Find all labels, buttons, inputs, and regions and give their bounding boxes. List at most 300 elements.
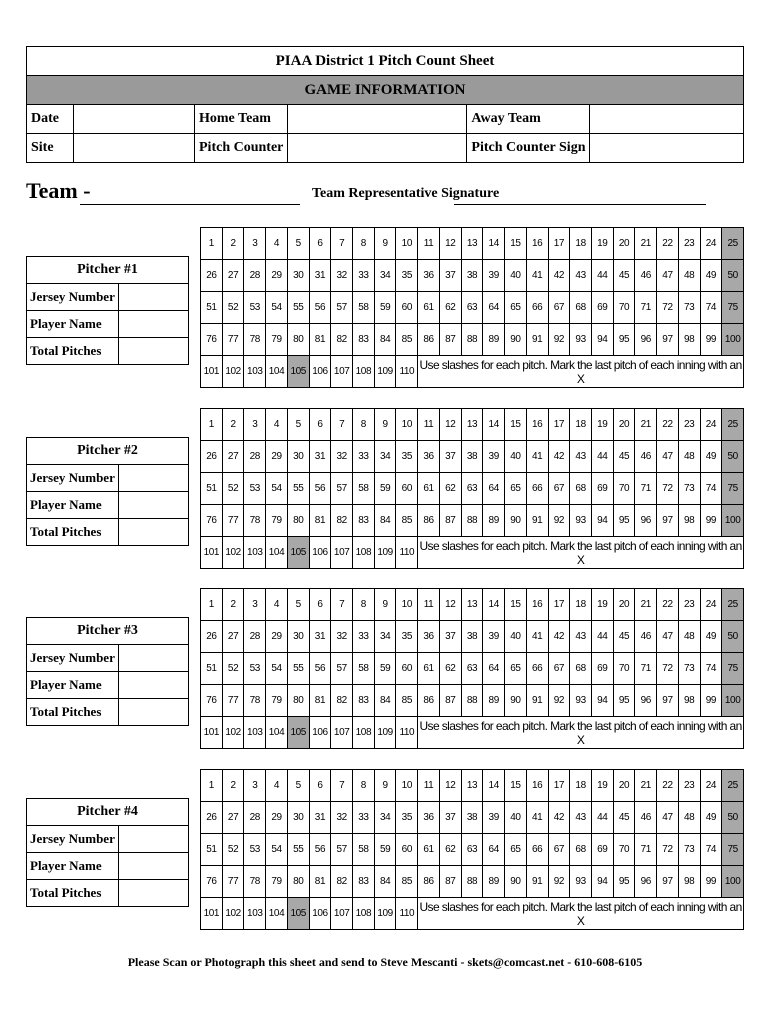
pitch-cell[interactable]: 61 [418, 292, 440, 324]
jersey-number-field[interactable] [118, 465, 188, 492]
pitch-cell[interactable]: 15 [505, 589, 527, 621]
pitch-cell[interactable]: 3 [244, 589, 266, 621]
pitch-cell[interactable]: 64 [483, 653, 505, 685]
pitch-cell[interactable]: 63 [461, 292, 483, 324]
pitch-cell[interactable]: 93 [570, 505, 592, 537]
jersey-number-field[interactable] [118, 284, 188, 311]
pitch-cell[interactable]: 83 [353, 685, 375, 717]
pitch-cell[interactable]: 28 [244, 260, 266, 292]
pitch-cell[interactable]: 7 [331, 770, 353, 802]
pitch-cell[interactable]: 36 [418, 260, 440, 292]
pitch-cell[interactable]: 22 [657, 228, 679, 260]
pitch-cell[interactable]: 72 [657, 473, 679, 505]
pitch-cell[interactable]: 31 [309, 260, 331, 292]
pitch-cell[interactable]: 91 [526, 685, 548, 717]
pitch-cell[interactable]: 63 [461, 834, 483, 866]
pitch-cell[interactable]: 53 [244, 834, 266, 866]
pitch-cell[interactable]: 63 [461, 653, 483, 685]
pitch-cell[interactable]: 40 [505, 802, 527, 834]
pitch-cell[interactable]: 35 [396, 260, 418, 292]
pitch-cell[interactable]: 67 [548, 653, 570, 685]
pitch-cell[interactable]: 74 [700, 653, 722, 685]
pitch-cell[interactable]: 84 [374, 505, 396, 537]
pitch-cell[interactable]: 9 [374, 770, 396, 802]
pitch-cell[interactable]: 43 [570, 441, 592, 473]
pitch-cell[interactable]: 51 [201, 292, 223, 324]
pitch-cell[interactable]: 73 [678, 473, 700, 505]
pitch-cell[interactable]: 57 [331, 834, 353, 866]
pitch-cell[interactable]: 98 [678, 324, 700, 356]
pitch-cell[interactable]: 23 [678, 770, 700, 802]
pitch-cell[interactable]: 19 [591, 770, 613, 802]
pitch-cell[interactable]: 49 [700, 441, 722, 473]
pitch-cell[interactable]: 7 [331, 589, 353, 621]
pitch-cell[interactable]: 108 [353, 717, 375, 749]
pitch-cell[interactable]: 18 [570, 770, 592, 802]
pitch-cell[interactable]: 15 [505, 409, 527, 441]
pitch-cell[interactable]: 71 [635, 653, 657, 685]
pitch-cell[interactable]: 37 [439, 441, 461, 473]
pitch-cell[interactable]: 32 [331, 802, 353, 834]
pitch-cell[interactable]: 43 [570, 260, 592, 292]
pitch-cell[interactable]: 42 [548, 441, 570, 473]
pitch-cell[interactable]: 86 [418, 685, 440, 717]
team-name-line[interactable] [80, 204, 300, 205]
pitch-cell[interactable]: 46 [635, 441, 657, 473]
pitch-cell[interactable]: 25 [722, 589, 744, 621]
pitch-cell[interactable]: 52 [222, 473, 244, 505]
pitch-cell[interactable]: 38 [461, 441, 483, 473]
pitch-cell[interactable]: 103 [244, 717, 266, 749]
pitch-cell[interactable]: 42 [548, 802, 570, 834]
pitch-cell[interactable]: 86 [418, 324, 440, 356]
pitch-cell[interactable]: 70 [613, 653, 635, 685]
pitch-cell[interactable]: 31 [309, 802, 331, 834]
pitch-cell[interactable]: 57 [331, 473, 353, 505]
pitch-cell[interactable]: 107 [331, 356, 353, 388]
pitch-cell[interactable]: 87 [439, 685, 461, 717]
pitch-cell[interactable]: 42 [548, 621, 570, 653]
pitch-cell[interactable]: 83 [353, 505, 375, 537]
pitch-cell[interactable]: 35 [396, 621, 418, 653]
pitch-cell[interactable]: 34 [374, 621, 396, 653]
pitch-cell[interactable]: 21 [635, 409, 657, 441]
pitch-cell[interactable]: 71 [635, 834, 657, 866]
pitch-cell[interactable]: 64 [483, 834, 505, 866]
pitch-cell[interactable]: 75 [722, 473, 744, 505]
pitch-cell[interactable]: 38 [461, 260, 483, 292]
pitch-cell[interactable]: 99 [700, 866, 722, 898]
pitch-cell[interactable]: 98 [678, 505, 700, 537]
pitch-cell[interactable]: 39 [483, 260, 505, 292]
pitch-cell[interactable]: 110 [396, 717, 418, 749]
pitch-cell[interactable]: 69 [591, 834, 613, 866]
pitch-cell[interactable]: 87 [439, 866, 461, 898]
pitch-cell[interactable]: 66 [526, 292, 548, 324]
pitch-cell[interactable]: 17 [548, 228, 570, 260]
pitch-cell[interactable]: 102 [222, 898, 244, 930]
pitch-cell[interactable]: 13 [461, 228, 483, 260]
pitch-cell[interactable]: 79 [266, 505, 288, 537]
pitch-cell[interactable]: 30 [287, 260, 309, 292]
pitch-cell[interactable]: 96 [635, 324, 657, 356]
pitch-cell[interactable]: 48 [678, 441, 700, 473]
pitch-cell[interactable]: 95 [613, 505, 635, 537]
pitch-cell[interactable]: 25 [722, 228, 744, 260]
player-name-field[interactable] [118, 672, 188, 699]
pitch-cell[interactable]: 86 [418, 866, 440, 898]
pitch-cell[interactable]: 51 [201, 834, 223, 866]
pitch-counter-sign-field[interactable] [590, 134, 744, 163]
pitch-cell[interactable]: 80 [287, 685, 309, 717]
pitch-cell[interactable]: 13 [461, 589, 483, 621]
pitch-cell[interactable]: 10 [396, 409, 418, 441]
pitch-cell[interactable]: 91 [526, 505, 548, 537]
pitch-cell[interactable]: 67 [548, 292, 570, 324]
pitch-cell[interactable]: 41 [526, 441, 548, 473]
pitch-cell[interactable]: 13 [461, 770, 483, 802]
pitch-cell[interactable]: 80 [287, 324, 309, 356]
pitch-cell[interactable]: 8 [353, 770, 375, 802]
pitch-cell[interactable]: 59 [374, 473, 396, 505]
pitch-cell[interactable]: 56 [309, 834, 331, 866]
pitch-cell[interactable]: 90 [505, 866, 527, 898]
pitch-cell[interactable]: 96 [635, 685, 657, 717]
pitch-cell[interactable]: 94 [591, 505, 613, 537]
pitch-cell[interactable]: 29 [266, 802, 288, 834]
pitch-cell[interactable]: 77 [222, 505, 244, 537]
pitch-cell[interactable]: 34 [374, 260, 396, 292]
pitch-cell[interactable]: 27 [222, 802, 244, 834]
pitch-cell[interactable]: 37 [439, 260, 461, 292]
total-pitches-field[interactable] [118, 699, 188, 726]
pitch-cell[interactable]: 36 [418, 621, 440, 653]
pitch-cell[interactable]: 76 [201, 866, 223, 898]
pitch-cell[interactable]: 108 [353, 898, 375, 930]
pitch-cell[interactable]: 32 [331, 621, 353, 653]
pitch-cell[interactable]: 60 [396, 473, 418, 505]
pitch-cell[interactable]: 20 [613, 228, 635, 260]
pitch-cell[interactable]: 81 [309, 505, 331, 537]
pitch-cell[interactable]: 43 [570, 621, 592, 653]
pitch-cell[interactable]: 76 [201, 324, 223, 356]
away-team-field[interactable] [590, 105, 744, 134]
pitch-cell[interactable]: 57 [331, 292, 353, 324]
pitch-cell[interactable]: 33 [353, 621, 375, 653]
pitch-cell[interactable]: 27 [222, 260, 244, 292]
pitch-cell[interactable]: 76 [201, 505, 223, 537]
pitch-cell[interactable]: 62 [439, 834, 461, 866]
pitch-cell[interactable]: 72 [657, 292, 679, 324]
pitch-cell[interactable]: 50 [722, 802, 744, 834]
pitch-cell[interactable]: 2 [222, 770, 244, 802]
pitch-cell[interactable]: 53 [244, 292, 266, 324]
pitch-cell[interactable]: 74 [700, 473, 722, 505]
pitch-cell[interactable]: 6 [309, 409, 331, 441]
pitch-cell[interactable]: 64 [483, 292, 505, 324]
pitch-cell[interactable]: 12 [439, 228, 461, 260]
pitch-cell[interactable]: 68 [570, 653, 592, 685]
pitch-cell[interactable]: 44 [591, 802, 613, 834]
pitch-cell[interactable]: 95 [613, 866, 635, 898]
pitch-cell[interactable]: 45 [613, 802, 635, 834]
pitch-cell[interactable]: 56 [309, 653, 331, 685]
pitch-cell[interactable]: 74 [700, 834, 722, 866]
pitch-cell[interactable]: 31 [309, 621, 331, 653]
pitch-cell[interactable]: 68 [570, 292, 592, 324]
pitch-cell[interactable]: 16 [526, 589, 548, 621]
pitch-cell[interactable]: 62 [439, 473, 461, 505]
pitch-cell[interactable]: 11 [418, 589, 440, 621]
pitch-cell[interactable]: 1 [201, 409, 223, 441]
pitch-cell[interactable]: 79 [266, 866, 288, 898]
pitch-cell[interactable]: 52 [222, 834, 244, 866]
pitch-cell[interactable]: 59 [374, 292, 396, 324]
pitch-cell[interactable]: 36 [418, 441, 440, 473]
pitch-cell[interactable]: 94 [591, 866, 613, 898]
pitch-cell[interactable]: 6 [309, 228, 331, 260]
pitch-cell[interactable]: 25 [722, 770, 744, 802]
pitch-cell[interactable]: 26 [201, 441, 223, 473]
pitch-cell[interactable]: 97 [657, 685, 679, 717]
pitch-cell[interactable]: 17 [548, 589, 570, 621]
pitch-cell[interactable]: 88 [461, 866, 483, 898]
pitch-cell[interactable]: 60 [396, 292, 418, 324]
pitch-cell[interactable]: 100 [722, 324, 744, 356]
pitch-cell[interactable]: 4 [266, 409, 288, 441]
pitch-cell[interactable]: 109 [374, 356, 396, 388]
pitch-cell[interactable]: 54 [266, 834, 288, 866]
pitch-cell[interactable]: 108 [353, 537, 375, 569]
pitch-cell[interactable]: 87 [439, 505, 461, 537]
pitch-cell[interactable]: 73 [678, 653, 700, 685]
pitch-cell[interactable]: 61 [418, 473, 440, 505]
pitch-cell[interactable]: 5 [287, 770, 309, 802]
pitch-cell[interactable]: 82 [331, 866, 353, 898]
player-name-field[interactable] [118, 311, 188, 338]
pitch-cell[interactable]: 20 [613, 589, 635, 621]
pitch-cell[interactable]: 9 [374, 589, 396, 621]
pitch-cell[interactable]: 44 [591, 260, 613, 292]
pitch-cell[interactable]: 100 [722, 866, 744, 898]
pitch-cell[interactable]: 23 [678, 589, 700, 621]
pitch-cell[interactable]: 22 [657, 589, 679, 621]
pitch-cell[interactable]: 47 [657, 621, 679, 653]
pitch-cell[interactable]: 107 [331, 898, 353, 930]
pitch-cell[interactable]: 92 [548, 324, 570, 356]
pitch-cell[interactable]: 24 [700, 589, 722, 621]
pitch-cell[interactable]: 110 [396, 537, 418, 569]
pitch-cell[interactable]: 18 [570, 409, 592, 441]
pitch-cell[interactable]: 33 [353, 260, 375, 292]
pitch-cell[interactable]: 34 [374, 802, 396, 834]
pitch-cell[interactable]: 101 [201, 898, 223, 930]
pitch-cell[interactable]: 54 [266, 653, 288, 685]
pitch-cell[interactable]: 38 [461, 802, 483, 834]
pitch-cell[interactable]: 9 [374, 409, 396, 441]
pitch-cell[interactable]: 51 [201, 653, 223, 685]
site-field[interactable] [74, 134, 195, 163]
pitch-cell[interactable]: 99 [700, 505, 722, 537]
pitch-cell[interactable]: 6 [309, 770, 331, 802]
pitch-cell[interactable]: 16 [526, 409, 548, 441]
pitch-cell[interactable]: 2 [222, 228, 244, 260]
total-pitches-field[interactable] [118, 519, 188, 546]
pitch-cell[interactable]: 39 [483, 441, 505, 473]
pitch-cell[interactable]: 80 [287, 866, 309, 898]
pitch-cell[interactable]: 22 [657, 770, 679, 802]
pitch-cell[interactable]: 106 [309, 537, 331, 569]
pitch-cell[interactable]: 56 [309, 473, 331, 505]
pitch-cell[interactable]: 11 [418, 228, 440, 260]
pitch-cell[interactable]: 47 [657, 260, 679, 292]
total-pitches-field[interactable] [118, 338, 188, 365]
pitch-cell[interactable]: 45 [613, 621, 635, 653]
pitch-cell[interactable]: 59 [374, 834, 396, 866]
pitch-cell[interactable]: 69 [591, 653, 613, 685]
pitch-cell[interactable]: 44 [591, 441, 613, 473]
pitch-cell[interactable]: 104 [266, 356, 288, 388]
pitch-cell[interactable]: 14 [483, 770, 505, 802]
pitch-cell[interactable]: 90 [505, 505, 527, 537]
pitch-cell[interactable]: 45 [613, 441, 635, 473]
pitch-cell[interactable]: 39 [483, 802, 505, 834]
pitch-cell[interactable]: 12 [439, 770, 461, 802]
pitch-cell[interactable]: 22 [657, 409, 679, 441]
pitch-cell[interactable]: 85 [396, 505, 418, 537]
pitch-cell[interactable]: 50 [722, 621, 744, 653]
pitch-cell[interactable]: 77 [222, 866, 244, 898]
pitch-cell[interactable]: 36 [418, 802, 440, 834]
pitch-cell[interactable]: 89 [483, 866, 505, 898]
pitch-cell[interactable]: 26 [201, 621, 223, 653]
pitch-cell[interactable]: 16 [526, 770, 548, 802]
pitch-cell[interactable]: 101 [201, 356, 223, 388]
pitch-cell[interactable]: 92 [548, 505, 570, 537]
pitch-cell[interactable]: 58 [353, 834, 375, 866]
pitch-cell[interactable]: 92 [548, 866, 570, 898]
pitch-cell[interactable]: 105 [287, 537, 309, 569]
pitch-cell[interactable]: 14 [483, 228, 505, 260]
pitch-cell[interactable]: 5 [287, 409, 309, 441]
pitch-cell[interactable]: 8 [353, 409, 375, 441]
pitch-cell[interactable]: 109 [374, 717, 396, 749]
pitch-cell[interactable]: 70 [613, 292, 635, 324]
pitch-cell[interactable]: 21 [635, 228, 657, 260]
pitch-cell[interactable]: 93 [570, 685, 592, 717]
pitch-cell[interactable]: 105 [287, 898, 309, 930]
pitch-cell[interactable]: 12 [439, 589, 461, 621]
pitch-cell[interactable]: 104 [266, 537, 288, 569]
pitch-cell[interactable]: 84 [374, 324, 396, 356]
pitch-cell[interactable]: 29 [266, 260, 288, 292]
pitch-cell[interactable]: 21 [635, 770, 657, 802]
pitch-cell[interactable]: 97 [657, 324, 679, 356]
pitch-cell[interactable]: 24 [700, 409, 722, 441]
pitch-cell[interactable]: 108 [353, 356, 375, 388]
pitch-cell[interactable]: 69 [591, 292, 613, 324]
pitch-cell[interactable]: 10 [396, 770, 418, 802]
pitch-cell[interactable]: 96 [635, 505, 657, 537]
pitch-cell[interactable]: 7 [331, 409, 353, 441]
pitch-cell[interactable]: 43 [570, 802, 592, 834]
pitch-cell[interactable]: 70 [613, 473, 635, 505]
pitch-cell[interactable]: 88 [461, 324, 483, 356]
pitch-cell[interactable]: 102 [222, 717, 244, 749]
pitch-cell[interactable]: 62 [439, 292, 461, 324]
pitch-cell[interactable]: 2 [222, 409, 244, 441]
pitch-cell[interactable]: 84 [374, 685, 396, 717]
pitch-cell[interactable]: 47 [657, 802, 679, 834]
total-pitches-field[interactable] [118, 880, 188, 907]
pitch-cell[interactable]: 70 [613, 834, 635, 866]
pitch-cell[interactable]: 1 [201, 770, 223, 802]
pitch-cell[interactable]: 60 [396, 834, 418, 866]
player-name-field[interactable] [118, 853, 188, 880]
pitch-cell[interactable]: 90 [505, 324, 527, 356]
pitch-cell[interactable]: 97 [657, 866, 679, 898]
pitch-cell[interactable]: 54 [266, 473, 288, 505]
pitch-cell[interactable]: 14 [483, 409, 505, 441]
pitch-cell[interactable]: 106 [309, 717, 331, 749]
pitch-cell[interactable]: 49 [700, 802, 722, 834]
pitch-cell[interactable]: 49 [700, 621, 722, 653]
pitch-cell[interactable]: 35 [396, 802, 418, 834]
pitch-cell[interactable]: 85 [396, 324, 418, 356]
pitch-cell[interactable]: 72 [657, 834, 679, 866]
pitch-cell[interactable]: 55 [287, 834, 309, 866]
pitch-cell[interactable]: 8 [353, 589, 375, 621]
pitch-cell[interactable]: 80 [287, 505, 309, 537]
pitch-cell[interactable]: 9 [374, 228, 396, 260]
pitch-cell[interactable]: 91 [526, 324, 548, 356]
pitch-cell[interactable]: 83 [353, 324, 375, 356]
pitch-cell[interactable]: 28 [244, 441, 266, 473]
pitch-cell[interactable]: 10 [396, 228, 418, 260]
pitch-cell[interactable]: 51 [201, 473, 223, 505]
pitch-cell[interactable]: 29 [266, 441, 288, 473]
player-name-field[interactable] [118, 492, 188, 519]
pitch-cell[interactable]: 19 [591, 589, 613, 621]
pitch-cell[interactable]: 107 [331, 537, 353, 569]
pitch-cell[interactable]: 4 [266, 589, 288, 621]
pitch-cell[interactable]: 28 [244, 621, 266, 653]
pitch-cell[interactable]: 24 [700, 770, 722, 802]
pitch-cell[interactable]: 61 [418, 653, 440, 685]
pitch-cell[interactable]: 81 [309, 866, 331, 898]
pitch-cell[interactable]: 79 [266, 324, 288, 356]
pitch-cell[interactable]: 54 [266, 292, 288, 324]
pitch-cell[interactable]: 66 [526, 653, 548, 685]
pitch-cell[interactable]: 16 [526, 228, 548, 260]
pitch-cell[interactable]: 82 [331, 685, 353, 717]
pitch-cell[interactable]: 73 [678, 834, 700, 866]
pitch-cell[interactable]: 4 [266, 770, 288, 802]
pitch-cell[interactable]: 62 [439, 653, 461, 685]
pitch-cell[interactable]: 35 [396, 441, 418, 473]
pitch-cell[interactable]: 27 [222, 621, 244, 653]
pitch-cell[interactable]: 11 [418, 409, 440, 441]
pitch-cell[interactable]: 33 [353, 441, 375, 473]
pitch-cell[interactable]: 57 [331, 653, 353, 685]
pitch-cell[interactable]: 46 [635, 260, 657, 292]
pitch-cell[interactable]: 105 [287, 717, 309, 749]
pitch-cell[interactable]: 23 [678, 228, 700, 260]
pitch-cell[interactable]: 10 [396, 589, 418, 621]
team-rep-signature-line[interactable] [454, 204, 706, 205]
pitch-cell[interactable]: 81 [309, 324, 331, 356]
pitch-cell[interactable]: 32 [331, 260, 353, 292]
